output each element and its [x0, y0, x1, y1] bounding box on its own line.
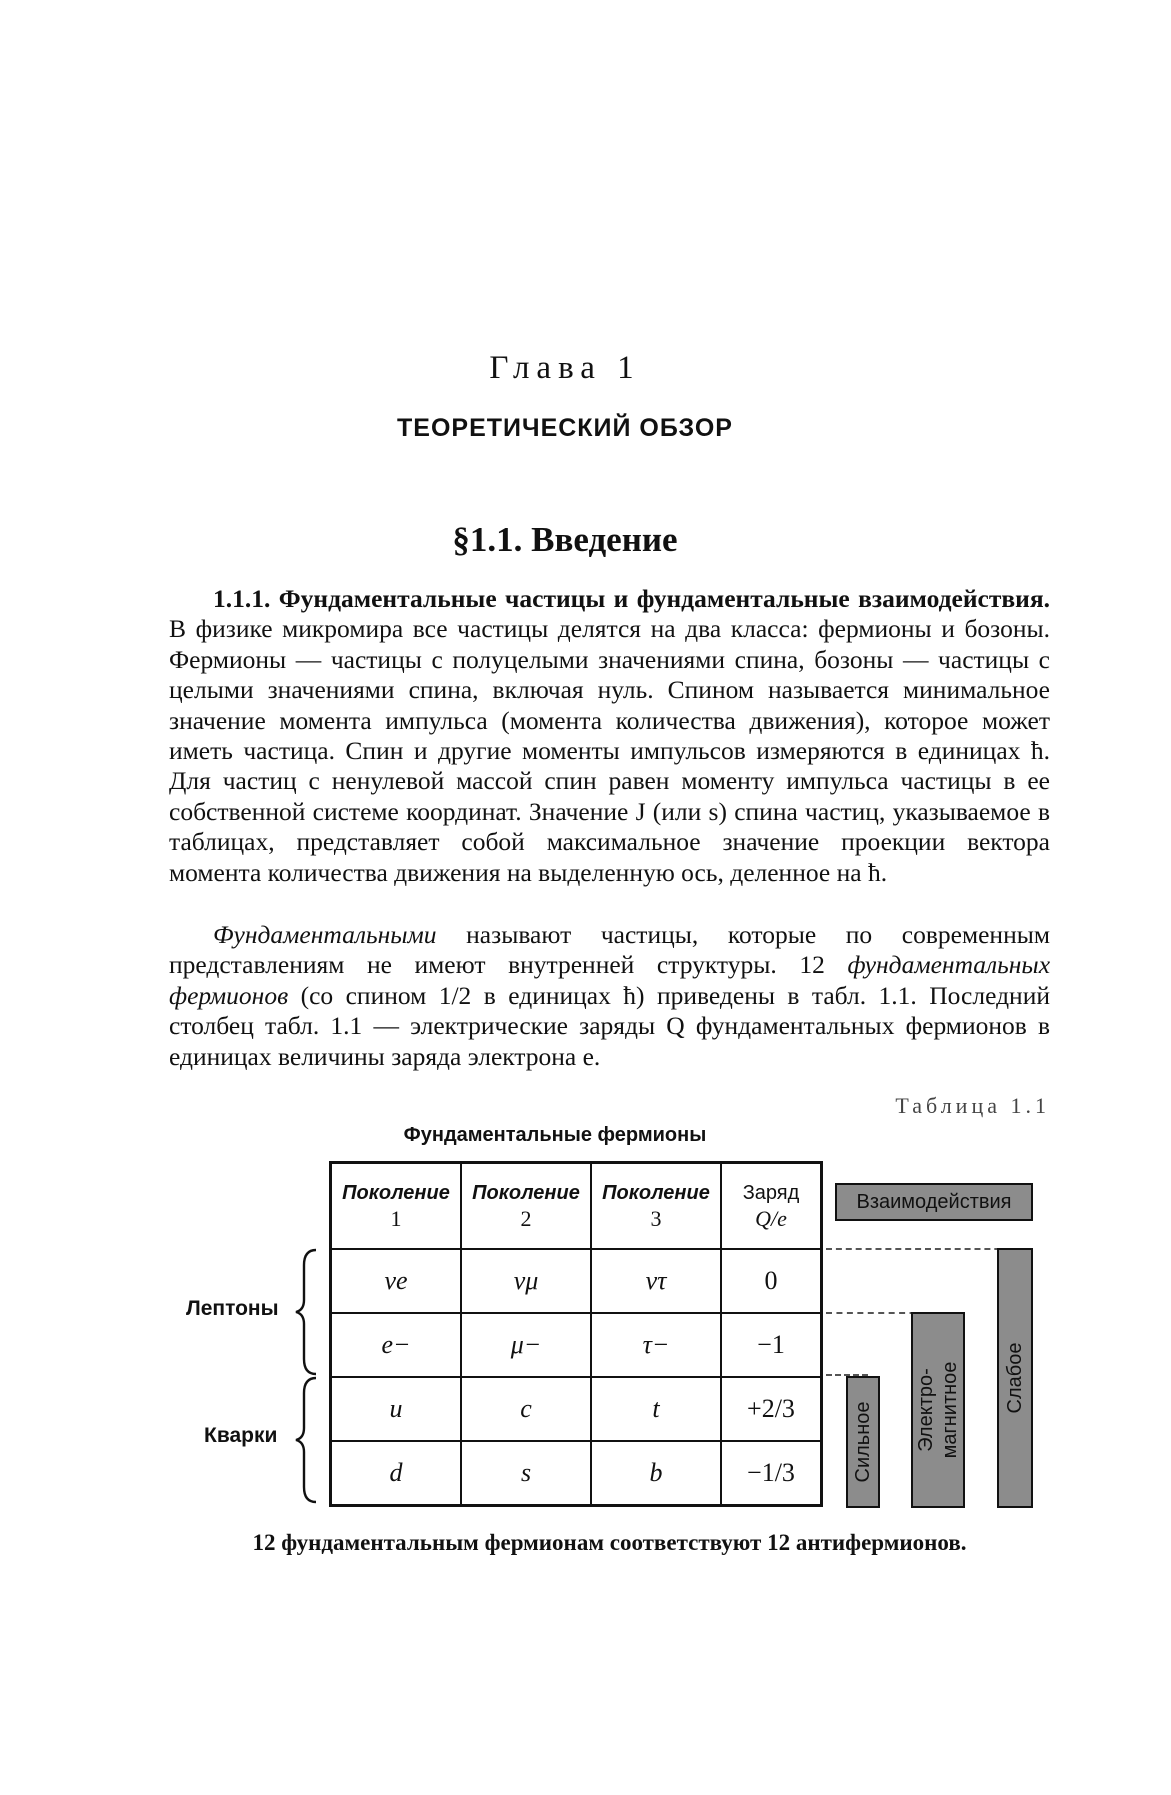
header-number: Q/e: [755, 1206, 787, 1231]
table-cell: μ−: [461, 1313, 591, 1377]
header-number: 3: [650, 1206, 662, 1231]
weak-interaction-label: Слабое: [1004, 1342, 1026, 1414]
table-cell: ντ: [591, 1249, 721, 1313]
electromagnetic-interaction-bar: [911, 1312, 965, 1508]
fermions-table: [329, 1161, 823, 1507]
quarks-brace: [296, 1378, 316, 1502]
table-cell-charge: 0: [721, 1249, 822, 1313]
group-label-leptons: Лептоны: [186, 1297, 279, 1320]
table-cell-charge: −1/3: [721, 1441, 822, 1506]
table-row: [331, 1313, 822, 1377]
header-number: 2: [520, 1206, 532, 1231]
table-cell: c: [461, 1377, 591, 1441]
table-cell: νe: [331, 1249, 462, 1313]
header-charge: [721, 1163, 822, 1250]
term-fundamental-fermions: фундаментальных фермионов: [169, 950, 1051, 1010]
group-label-quarks: Кварки: [204, 1424, 278, 1447]
header-text: Поколение: [602, 1182, 710, 1204]
table-caption: Фундаментальные фермионы: [403, 1124, 707, 1146]
section-title: §1.1. Введение: [452, 520, 678, 559]
header-text: Заряд: [742, 1182, 800, 1204]
paragraph-intro: [169, 584, 1050, 888]
strong-interaction-bar: [846, 1376, 880, 1508]
paragraph-fundamental-text-a: называют частицы, которые по современным представлениям не имеют внутренней структуры. 12: [169, 920, 1050, 980]
table-cell: e−: [331, 1313, 462, 1377]
paragraph-fundamental: [169, 920, 1050, 1072]
table-label: Таблица 1.1: [895, 1093, 1050, 1118]
table-footnote: 12 фундаментальным фермионам соответствуют 12 антифермионов.: [252, 1530, 967, 1555]
table-row: [331, 1377, 822, 1441]
table-cell: νμ: [461, 1249, 591, 1313]
header-text: Поколение: [342, 1182, 450, 1204]
leptons-brace: [296, 1250, 316, 1374]
strong-interaction-label: Сильное: [852, 1401, 874, 1483]
table-header-row: [331, 1163, 822, 1250]
header-generation-2: [461, 1163, 591, 1250]
header-generation-3: [591, 1163, 721, 1250]
header-text: Поколение: [472, 1182, 580, 1204]
interactions-label: Взаимодействия: [835, 1183, 1033, 1221]
table-cell: t: [591, 1377, 721, 1441]
table-cell: b: [591, 1441, 721, 1506]
subsection-heading: 1.1.1. Фундаментальные частицы и фундаментальные взаимодействия.: [213, 584, 1050, 613]
chapter-title: ТЕОРЕТИЧЕСКИЙ ОБЗОР: [397, 414, 733, 442]
table-row: [331, 1249, 822, 1313]
em-label-line2: магнитное: [939, 1361, 961, 1459]
weak-interaction-bar: [997, 1248, 1033, 1508]
table-cell: u: [331, 1377, 462, 1441]
chapter-label: Глава 1: [489, 350, 641, 386]
table-cell: d: [331, 1441, 462, 1506]
header-number: 1: [390, 1206, 402, 1231]
table-cell: s: [461, 1441, 591, 1506]
table-cell: τ−: [591, 1313, 721, 1377]
table-row: [331, 1441, 822, 1506]
term-fundamental: Фундаментальными: [213, 920, 437, 949]
header-generation-1: [331, 1163, 462, 1250]
em-label-line1: Электро-: [915, 1368, 937, 1452]
table-cell-charge: −1: [721, 1313, 822, 1377]
paragraph-intro-text: В физике микромира все частицы делятся на два класса: фермионы и бозоны. Фермионы — частицы с полуцелыми значениями спина, бозоны — частицы с целыми значениями спина, включая нуль. Спином называется минимальное значение момента импульса (момента количества движения), которое может иметь частица. Спин и другие моменты импульсов измеряются в единицах ħ. Для частиц с ненулевой массой спин равен моменту импульса частицы в ее собственной системе координат. Значение J (или s) спина частиц, указываемое в таблицах, представляет собой максимальное значение проекции вектора момента количества движения на выделенную ось, деленное на ħ.: [169, 614, 1050, 887]
group-braces: [290, 1245, 330, 1505]
electromagnetic-interaction-label: [914, 1362, 962, 1459]
table-cell-charge: +2/3: [721, 1377, 822, 1441]
paragraph-fundamental-text-b: (со спином 1/2 в единицах ħ) приведены в табл. 1.1. Последний столбец табл. 1.1 — электрические заряды Q фундаментальных фермионов в единицах величины заряда электрона e.: [169, 980, 1050, 1071]
